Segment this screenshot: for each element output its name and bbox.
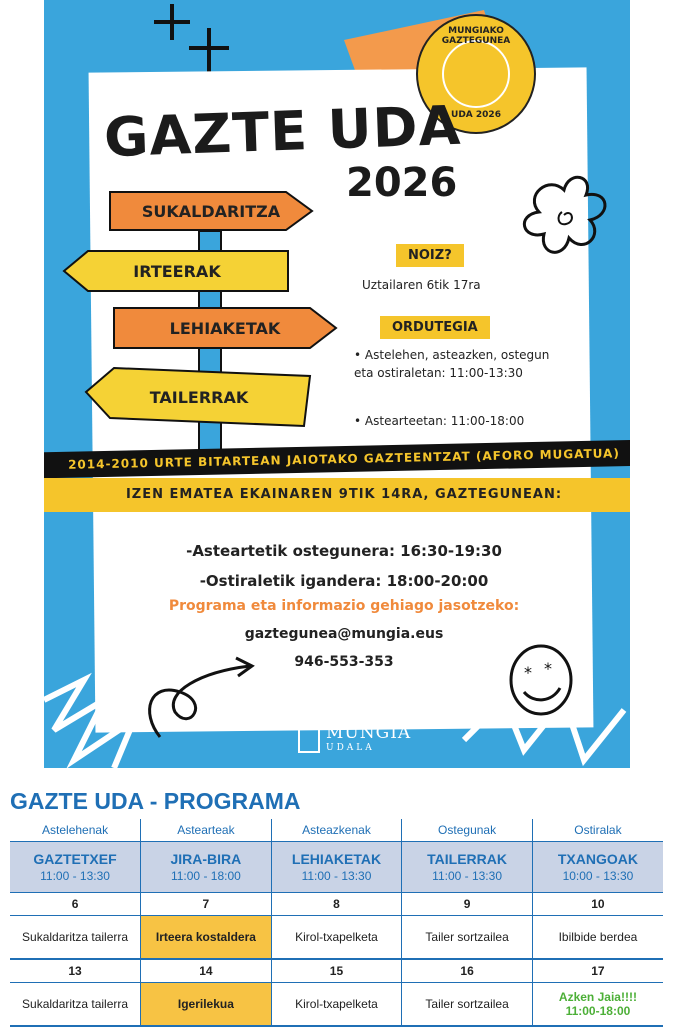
final-party-cell — [532, 983, 663, 1027]
activity-time: 11:00 - 13:30 — [40, 869, 110, 883]
day-header: Astearteak — [141, 819, 272, 842]
event-cell: Kirol-txapelketa — [271, 916, 402, 960]
signup-line: -Ostiraletik igandera: 18:00-20:00 — [199, 572, 489, 590]
table-row — [10, 916, 663, 960]
logo-name: MUNGIA — [326, 723, 412, 743]
when-heading: NOIZ? — [396, 244, 464, 267]
sign-label: LEHIAKETAK — [169, 318, 281, 338]
activity-time: 10:00 - 13:30 — [562, 869, 634, 883]
day-header: Ostegunak — [402, 819, 533, 842]
event-cell-highlighted: Igerilekua — [141, 983, 272, 1027]
final-party-time: 11:00-18:00 — [565, 1004, 631, 1018]
signup-line: -Asteartetik ostegunera: 16:30-19:30 — [186, 542, 502, 560]
mungia-shield-icon — [298, 723, 320, 753]
table-row — [10, 983, 663, 1027]
activity-name: GAZTETXEF — [33, 851, 117, 867]
schedule-item: • Astearteetan: 11:00-18:00 — [354, 414, 525, 428]
activity-name: JIRA-BIRA — [170, 851, 242, 867]
date-cell: 9 — [402, 893, 533, 916]
event-cell: Sukaldaritza tailerra — [10, 983, 141, 1027]
event-cell: Ibilbide berdea — [532, 916, 663, 960]
schedule-heading: ORDUTEGIA — [380, 316, 490, 339]
date-cell: 7 — [141, 893, 272, 916]
contact-phone[interactable]: 946-553-353 — [294, 654, 394, 670]
schedule-item-text: Astearteetan: 11:00-18:00 — [364, 414, 525, 428]
sign-lehiaketak — [110, 304, 340, 352]
activity-name: TAILERRAK — [427, 851, 507, 867]
poster — [44, 0, 630, 768]
date-cell: 15 — [271, 959, 402, 983]
day-header: Asteazkenak — [271, 819, 402, 842]
activity-time: 11:00 - 13:30 — [432, 869, 502, 883]
badge-line2: UDA 2026 — [451, 110, 501, 120]
badge-line1: MUNGIAKO GAZTEGUNEA — [441, 26, 511, 46]
event-cell: Tailer sortzailea — [402, 916, 533, 960]
activity-cell — [141, 842, 272, 893]
date-cell: 13 — [10, 959, 141, 983]
day-header: Ostiralak — [532, 819, 663, 842]
day-header: Astelehenak — [10, 819, 141, 842]
info-line: Programa eta informazio gehiago jasotzeko: — [168, 598, 520, 614]
sign-irteerak — [62, 247, 292, 295]
schedule-item-text: Astelehen, asteazken, ostegun eta ostiraletan: 11:00-13:30 — [354, 348, 550, 380]
table-row — [10, 842, 663, 893]
sign-label: TAILERRAK — [149, 387, 249, 407]
sign-sukaldaritza — [106, 188, 316, 234]
date-cell: 6 — [10, 893, 141, 916]
table-row — [10, 819, 663, 842]
program-title: GAZTE UDA - PROGRAMA — [10, 788, 301, 814]
activity-cell — [10, 842, 141, 893]
date-cell: 10 — [532, 893, 663, 916]
signup-band: IZEN EMATEA EKAINAREN 9TIK 14RA, GAZTEGUNEAN: — [44, 478, 630, 512]
contact-email[interactable]: gaztegunea@mungia.eus — [244, 626, 444, 642]
poster-title: GAZTE UDA — [103, 93, 463, 170]
event-cell: Sukaldaritza tailerra — [10, 916, 141, 960]
age-band: 2014-2010 URTE BITARTEAN JAIOTAKO GAZTEENTZAT (AFORO MUGATUA) — [44, 440, 630, 479]
mungia-logo — [298, 723, 411, 753]
activity-name: LEHIAKETAK — [291, 851, 382, 867]
svg-text:*: * — [524, 663, 532, 682]
activity-cell — [402, 842, 533, 893]
sign-tailerrak — [84, 364, 314, 430]
activity-cell — [271, 842, 402, 893]
activity-cell — [532, 842, 663, 893]
event-cell: Tailer sortzailea — [402, 983, 533, 1027]
activity-time: 11:00 - 18:00 — [170, 869, 241, 883]
date-cell: 17 — [532, 959, 663, 983]
logo-sub: UDALA — [326, 743, 375, 753]
date-cell: 8 — [271, 893, 402, 916]
program-table — [10, 819, 663, 1027]
arrow-doodle-icon — [140, 652, 260, 742]
smiley-doodle-icon — [506, 640, 576, 720]
poster-year: 2026 — [346, 160, 458, 206]
event-cell: Kirol-txapelketa — [271, 983, 402, 1027]
sign-label: IRTEERAK — [133, 261, 221, 281]
table-row — [10, 959, 663, 983]
sign-label: SUKALDARITZA — [141, 201, 281, 221]
activity-name: TXANGOAK — [557, 851, 638, 867]
table-row — [10, 893, 663, 916]
event-cell-highlighted: Irteera kostaldera — [141, 916, 272, 960]
flower-doodle-icon — [514, 170, 614, 260]
date-cell: 16 — [402, 959, 533, 983]
signup-hours — [104, 536, 584, 596]
date-cell: 14 — [141, 959, 272, 983]
activity-time: 11:00 - 13:30 — [301, 869, 372, 883]
svg-text:*: * — [544, 659, 552, 678]
final-party-name: Azken Jaia!!!! — [558, 990, 637, 1004]
schedule-item: • Astelehen, asteazken, ostegun eta ostiraletan: 11:00-13:30 — [354, 348, 550, 380]
when-text: Uztailaren 6tik 17ra — [362, 278, 481, 292]
